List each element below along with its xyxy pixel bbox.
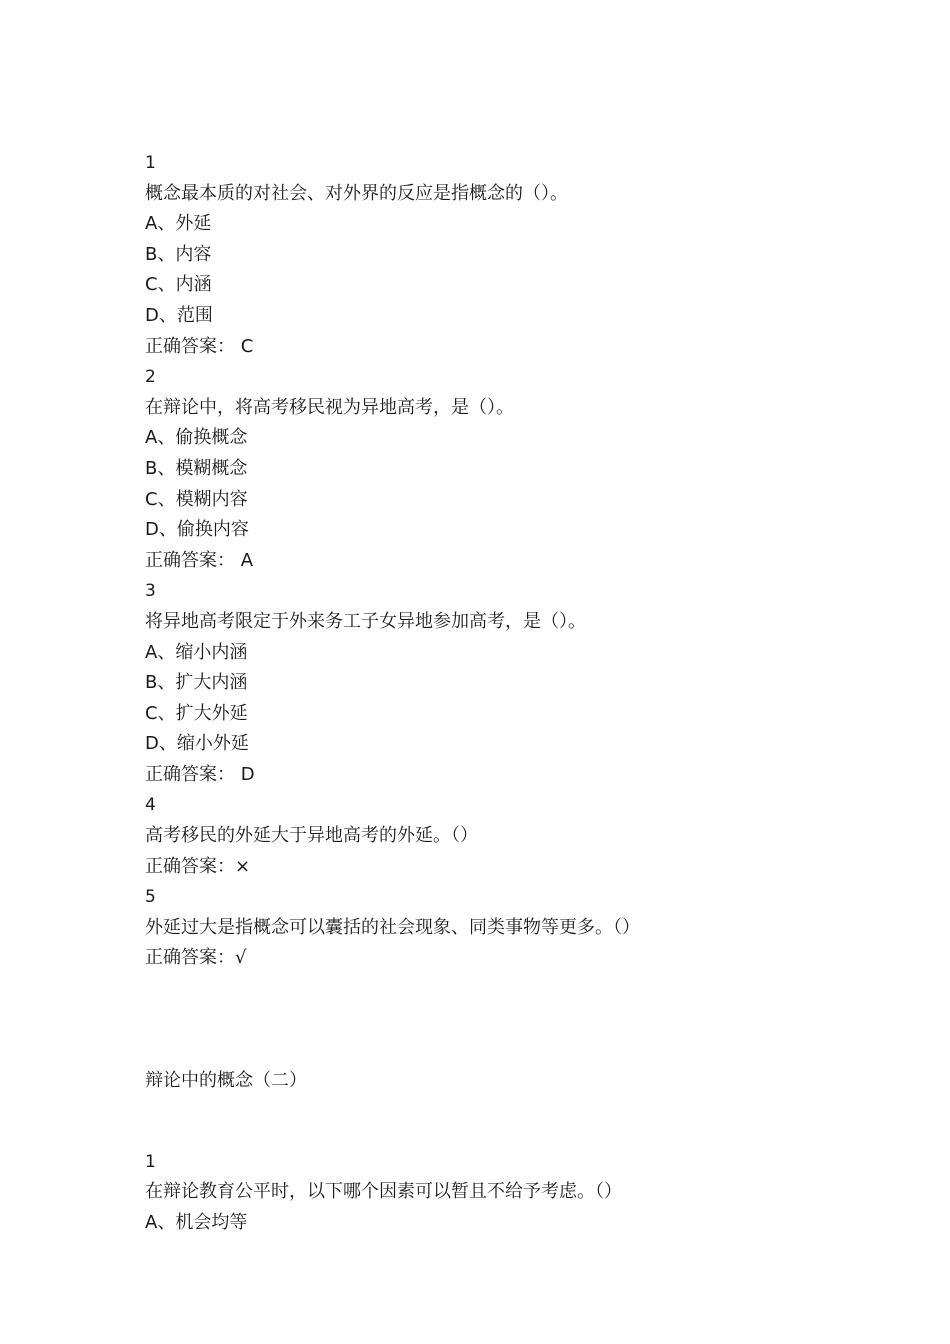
question-text: 将异地高考限定于外来务工子女异地参加高考，是（）。: [145, 610, 586, 632]
option-d: D、范围: [145, 304, 213, 326]
option-b: B、模糊概念: [145, 457, 248, 479]
question-number: 5: [145, 887, 156, 908]
question-number: 1: [145, 153, 156, 173]
option-c: C、扩大外延: [145, 702, 248, 724]
answer-line: 正确答案：√: [145, 947, 247, 969]
option-a: A、偷换概念: [145, 427, 248, 449]
section-spacer: [145, 974, 845, 1066]
question-text: 在辩论教育公平时，以下哪个因素可以暂且不给予考虑。（）: [145, 1181, 622, 1203]
question-text: 高考移民的外延大于异地高考的外延。（）: [145, 825, 478, 847]
section-title: 辩论中的概念（二）: [145, 1070, 307, 1092]
option-d: D、缩小外延: [145, 733, 249, 755]
question-text: 概念最本质的对社会、对外界的反应是指概念的（）。: [145, 182, 568, 204]
option-c: C、内涵: [145, 274, 212, 296]
question-number: 2: [145, 367, 156, 388]
option-c: C、模糊内容: [145, 488, 248, 510]
question-text: 外延过大是指概念可以囊括的社会现象、同类事物等更多。（）: [145, 916, 640, 938]
answer-line: 正确答案： D: [145, 763, 255, 785]
answer-line: 正确答案： A: [145, 549, 254, 571]
answer-line: 正确答案：×: [145, 855, 251, 877]
document-content: [145, 148, 845, 1238]
option-d: D、偷换内容: [145, 519, 249, 541]
question-number: 3: [145, 581, 156, 602]
option-a: A、机会均等: [145, 1211, 248, 1233]
option-b: B、内容: [145, 243, 212, 265]
question-number: 1: [145, 1151, 156, 1172]
question-text: 在辩论中，将高考移民视为异地高考，是（）。: [145, 396, 514, 418]
option-b: B、扩大内涵: [145, 672, 248, 694]
option-a: A、缩小内涵: [145, 641, 248, 663]
answer-line: 正确答案： C: [145, 335, 254, 357]
question-number: 4: [145, 795, 156, 816]
option-a: A、外延: [145, 213, 212, 235]
section-spacer: [145, 1097, 845, 1147]
